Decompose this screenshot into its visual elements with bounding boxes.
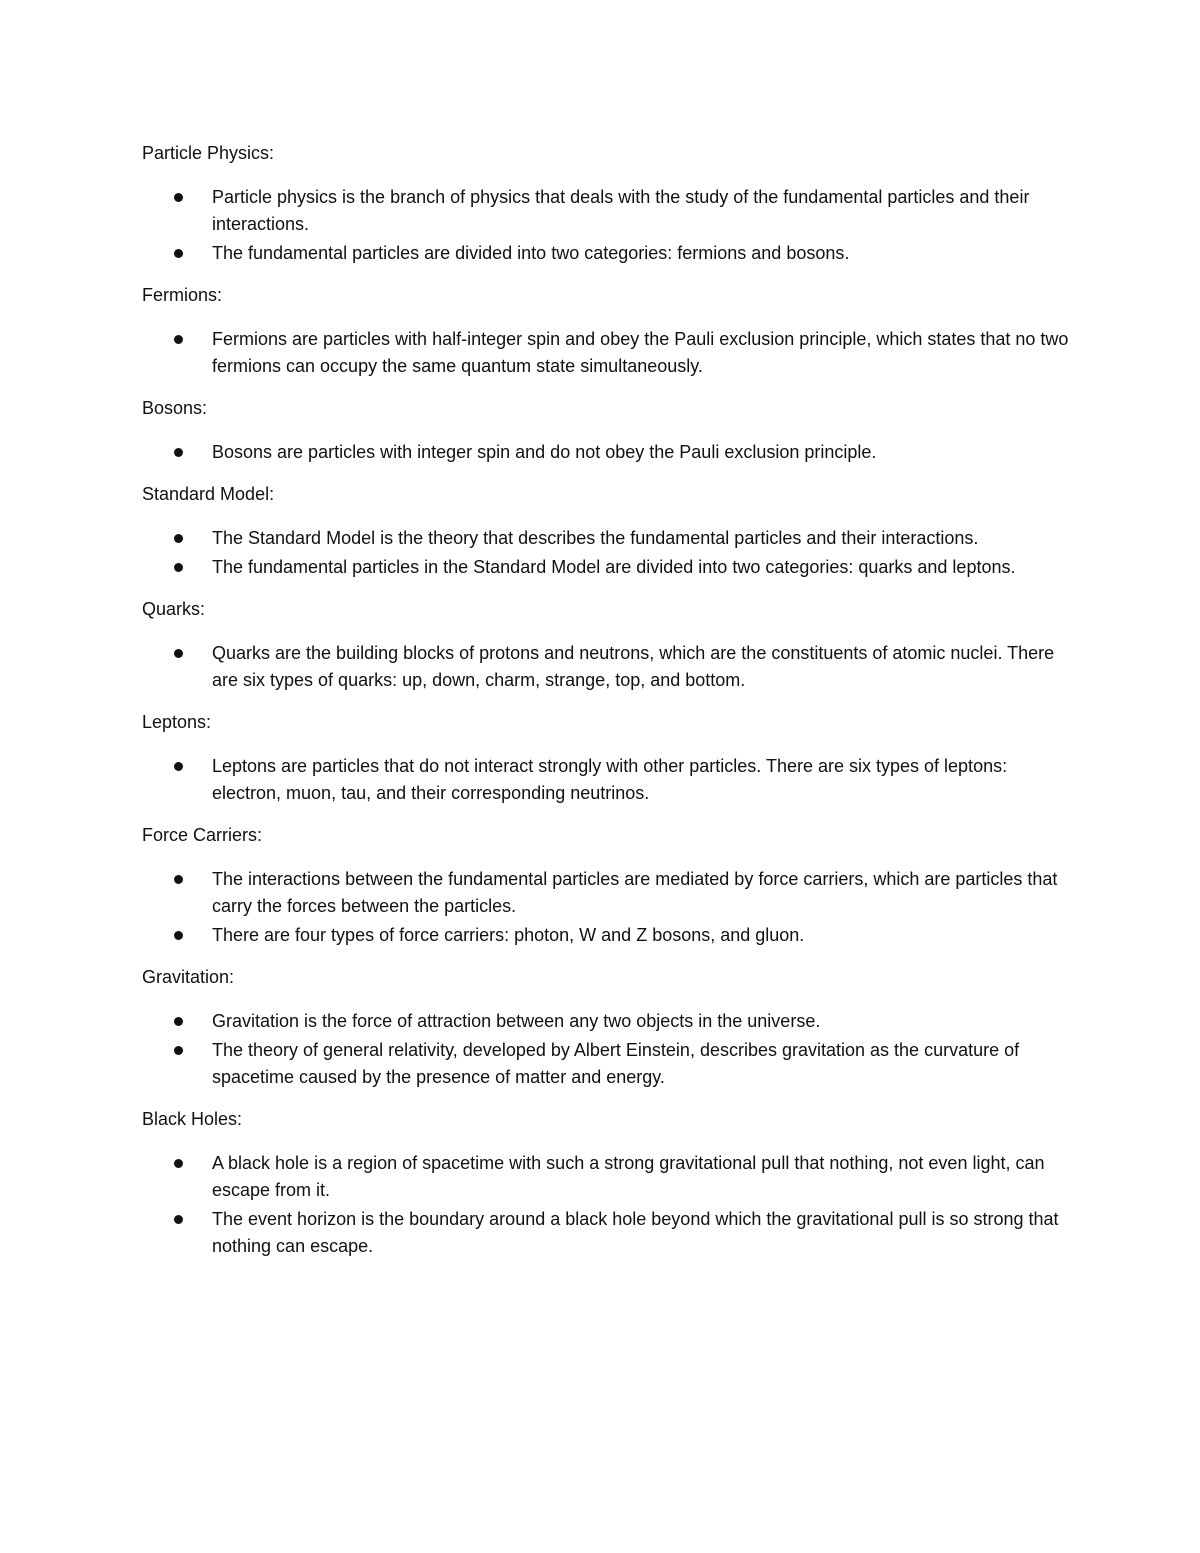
list-item xyxy=(142,866,1072,920)
document-page xyxy=(142,140,1072,1275)
bullet-icon xyxy=(174,1159,183,1168)
bullet-icon xyxy=(174,534,183,543)
section-heading: Leptons: xyxy=(142,712,212,732)
section-heading: Gravitation: xyxy=(142,967,235,987)
list-item xyxy=(142,439,1072,466)
bullet-icon xyxy=(174,649,183,658)
bullet-list xyxy=(142,184,1072,267)
list-item xyxy=(142,1037,1072,1091)
list-item-text: The fundamental particles in the Standard Model are divided into two categories: quarks and leptons. xyxy=(212,557,1016,577)
bullet-icon xyxy=(174,931,183,940)
list-item-text: The interactions between the fundamental particles are mediated by force carriers, which are particles that carry the forces between the particles. xyxy=(212,869,1058,916)
bullet-icon xyxy=(174,193,183,202)
list-item-text: The fundamental particles are divided into two categories: fermions and bosons. xyxy=(212,243,850,263)
list-item-text: There are four types of force carriers: photon, W and Z bosons, and gluon. xyxy=(212,925,805,945)
list-item xyxy=(142,1150,1072,1204)
list-item xyxy=(142,640,1072,694)
bullet-icon xyxy=(174,335,183,344)
section-quarks xyxy=(142,596,1072,694)
list-item-text: The Standard Model is the theory that describes the fundamental particles and their interactions. xyxy=(212,528,979,548)
section-heading: Standard Model: xyxy=(142,484,275,504)
section-fermions xyxy=(142,282,1072,380)
list-item-text: The theory of general relativity, developed by Albert Einstein, describes gravitation as the curvature of spacetime caused by the presence of matter and energy. xyxy=(212,1040,1020,1087)
list-item-text: The event horizon is the boundary around a black hole beyond which the gravitational pull is so strong that nothing can escape. xyxy=(212,1209,1059,1256)
section-heading: Particle Physics: xyxy=(142,143,275,163)
bullet-list xyxy=(142,439,1072,466)
section-heading: Force Carriers: xyxy=(142,825,263,845)
list-item-text: Quarks are the building blocks of protons and neutrons, which are the constituents of atomic nuclei. There are six types of quarks: up, down, charm, strange, top, and bottom. xyxy=(212,643,1055,690)
list-item-text: Particle physics is the branch of physics that deals with the study of the fundamental particles and their interactions. xyxy=(212,187,1030,234)
list-item xyxy=(142,326,1072,380)
bullet-list xyxy=(142,1150,1072,1260)
section-heading: Black Holes: xyxy=(142,1109,243,1129)
section-gravitation xyxy=(142,964,1072,1091)
bullet-list xyxy=(142,326,1072,380)
bullet-icon xyxy=(174,448,183,457)
list-item-text: Bosons are particles with integer spin and do not obey the Pauli exclusion principle. xyxy=(212,442,877,462)
bullet-list xyxy=(142,866,1072,949)
section-particle-physics xyxy=(142,140,1072,267)
list-item-text: Leptons are particles that do not interact strongly with other particles. There are six types of leptons: electron, muon, tau, and their corresponding neutrinos. xyxy=(212,756,1008,803)
list-item xyxy=(142,922,1072,949)
list-item xyxy=(142,184,1072,238)
bullet-icon xyxy=(174,1017,183,1026)
bullet-list xyxy=(142,1008,1072,1091)
bullet-icon xyxy=(174,875,183,884)
section-heading: Fermions: xyxy=(142,285,223,305)
list-item xyxy=(142,1206,1072,1260)
list-item xyxy=(142,753,1072,807)
bullet-icon xyxy=(174,762,183,771)
section-heading: Bosons: xyxy=(142,398,208,418)
bullet-icon xyxy=(174,563,183,572)
section-black-holes xyxy=(142,1106,1072,1260)
section-heading: Quarks: xyxy=(142,599,206,619)
list-item xyxy=(142,1008,1072,1035)
list-item-text: Fermions are particles with half-integer spin and obey the Pauli exclusion principle, which states that no two fermions can occupy the same quantum state simultaneously. xyxy=(212,329,1069,376)
bullet-icon xyxy=(174,1046,183,1055)
bullet-icon xyxy=(174,1215,183,1224)
bullet-list xyxy=(142,753,1072,807)
section-force-carriers xyxy=(142,822,1072,949)
section-bosons xyxy=(142,395,1072,466)
bullet-icon xyxy=(174,249,183,258)
list-item xyxy=(142,240,1072,267)
bullet-list xyxy=(142,640,1072,694)
section-standard-model xyxy=(142,481,1072,581)
list-item xyxy=(142,554,1072,581)
list-item-text: A black hole is a region of spacetime with such a strong gravitational pull that nothing, not even light, can escape from it. xyxy=(212,1153,1045,1200)
bullet-list xyxy=(142,525,1072,581)
list-item xyxy=(142,525,1072,552)
list-item-text: Gravitation is the force of attraction between any two objects in the universe. xyxy=(212,1011,821,1031)
section-leptons xyxy=(142,709,1072,807)
